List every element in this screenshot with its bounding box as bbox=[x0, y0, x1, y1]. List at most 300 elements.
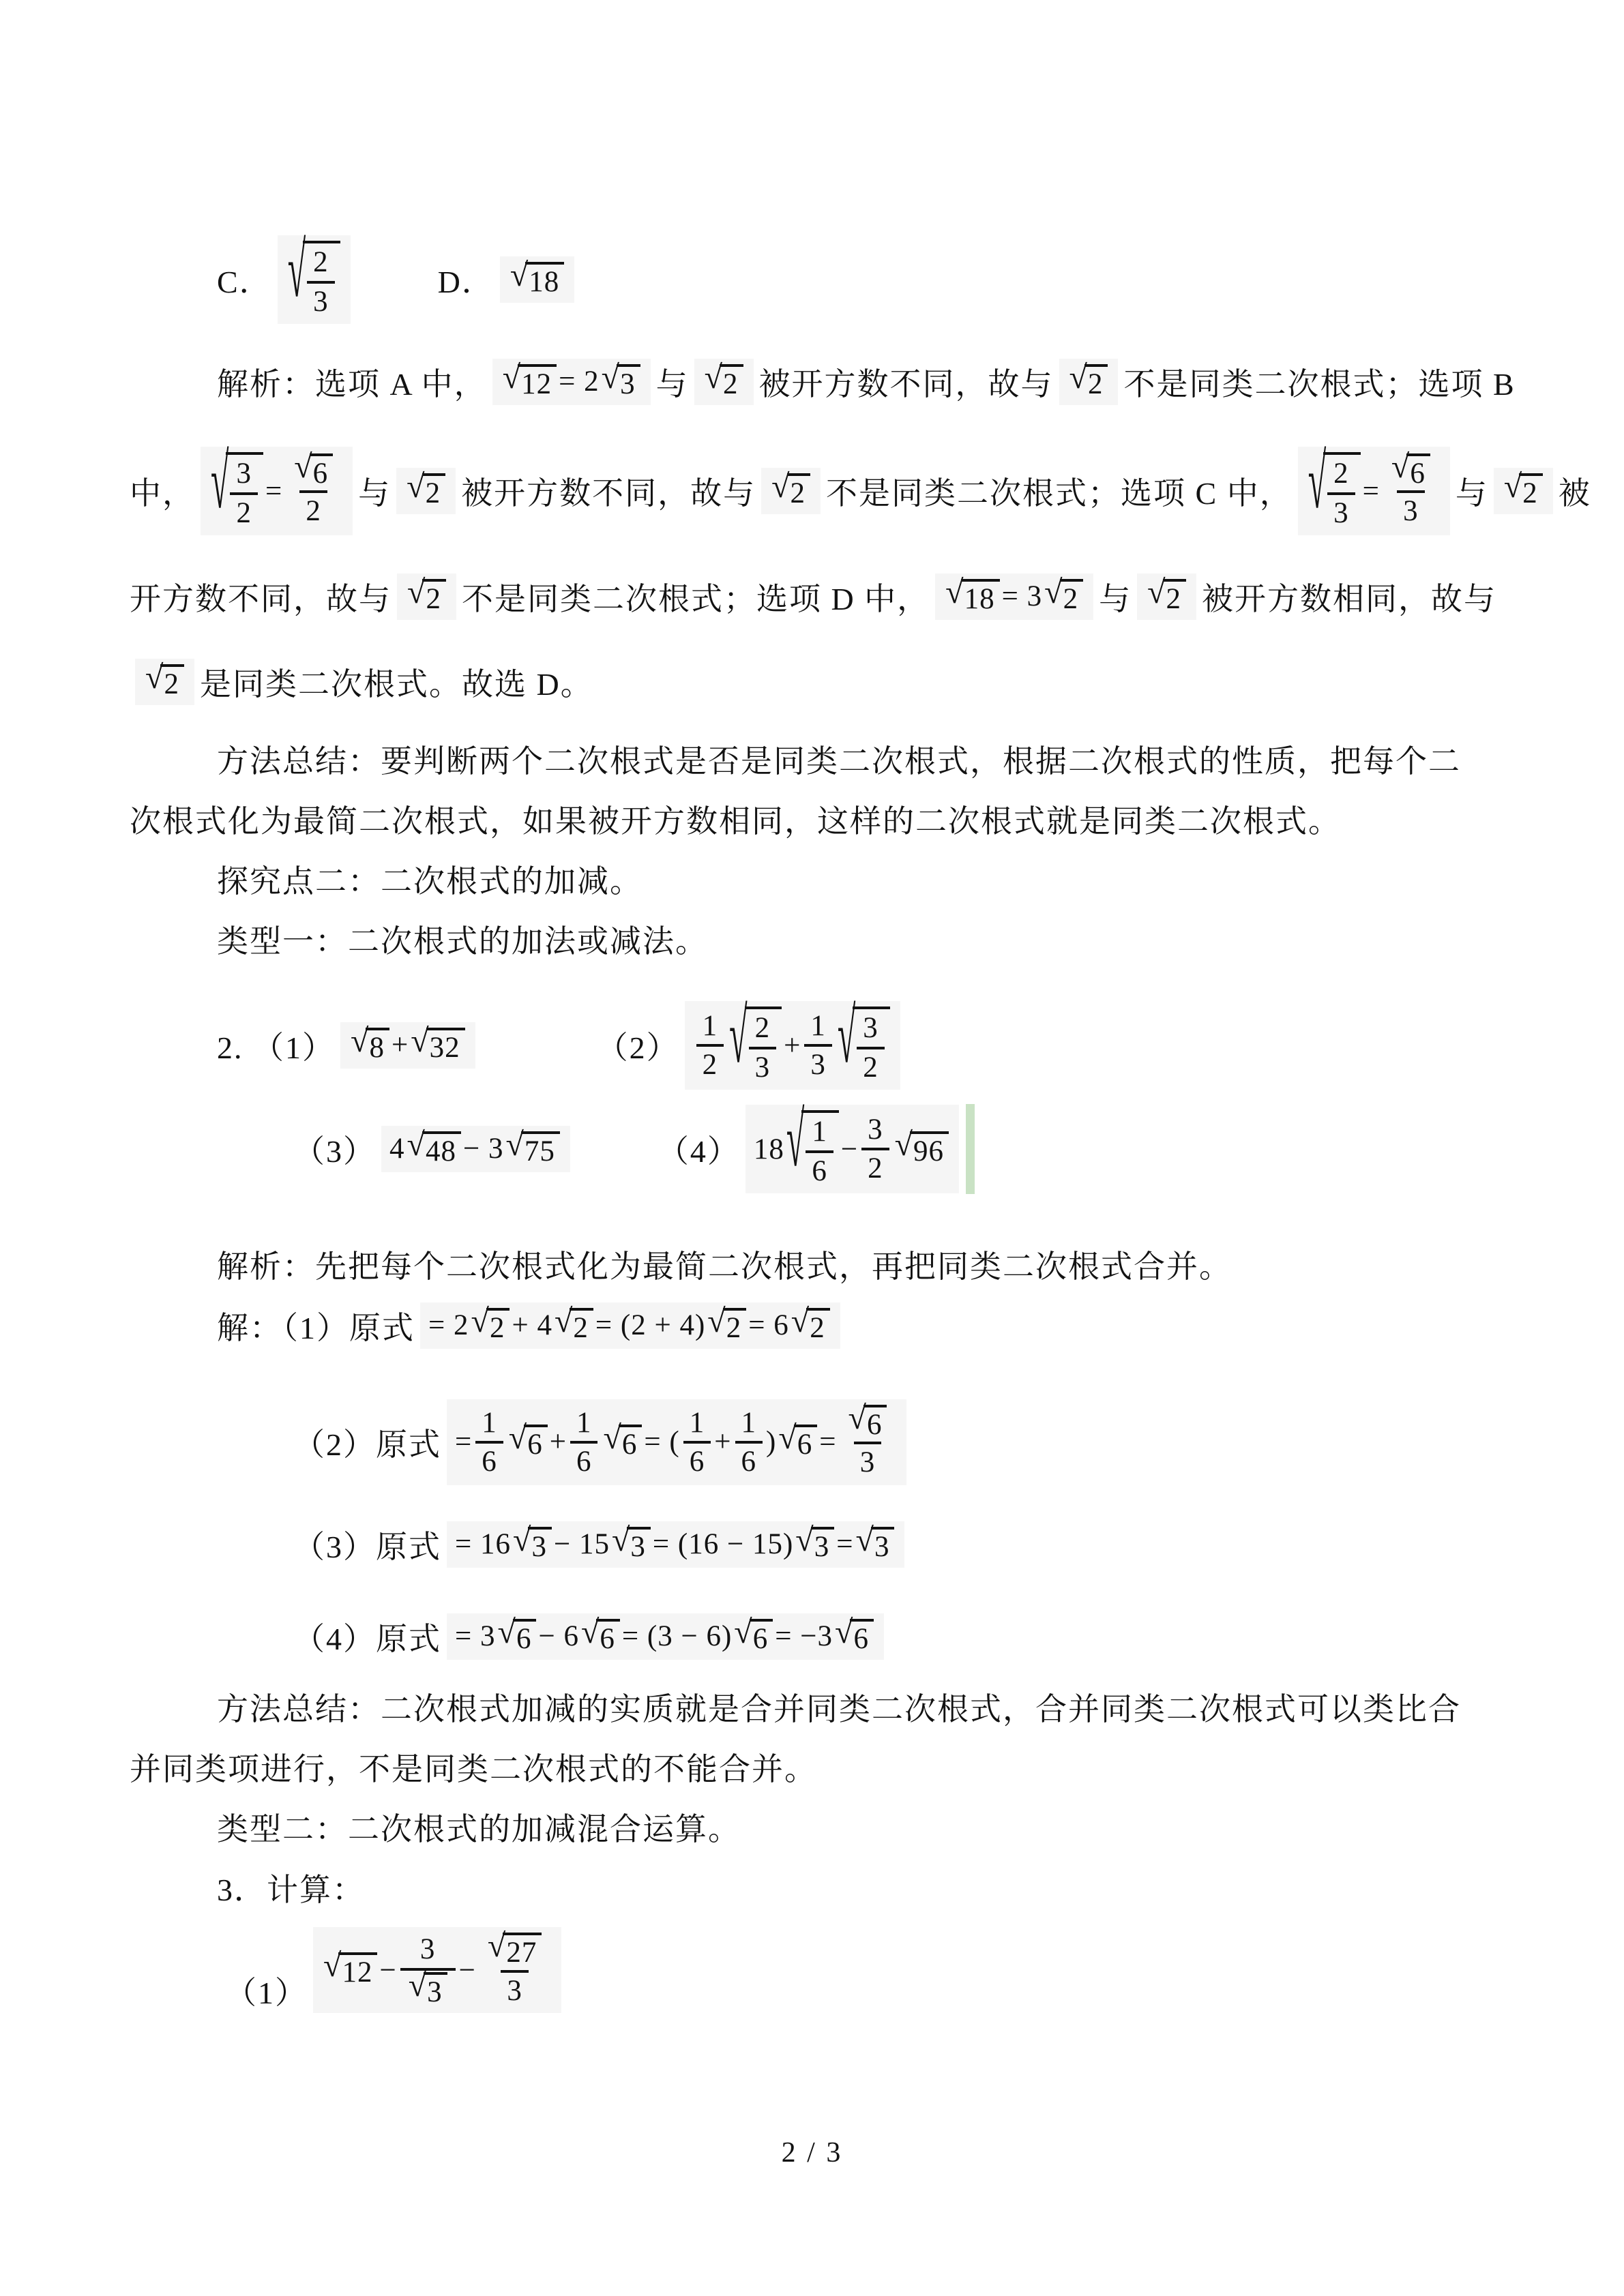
radical-sign: √ bbox=[287, 228, 307, 314]
radical-sign: √ bbox=[835, 1613, 854, 1650]
sqrt-fraction-expression bbox=[837, 994, 890, 1084]
radical-sign: √ bbox=[407, 1126, 426, 1163]
radicand bbox=[1163, 579, 1187, 614]
formula bbox=[396, 468, 456, 514]
fraction-numerator bbox=[840, 1400, 896, 1442]
radical-sign: √ bbox=[510, 256, 529, 293]
sqrt-expression bbox=[771, 468, 810, 509]
text-run: （1） bbox=[225, 1976, 308, 2010]
radical-sign: √ bbox=[487, 1928, 507, 1965]
radical-sign: √ bbox=[505, 1126, 525, 1163]
fraction-numerator bbox=[286, 449, 341, 490]
text-run: = (16 − 15) bbox=[652, 1528, 794, 1561]
radicand bbox=[787, 473, 811, 509]
fraction bbox=[857, 1011, 885, 1084]
radical-sign: √ bbox=[508, 1419, 528, 1456]
sqrt-expression bbox=[835, 1613, 874, 1655]
radicand bbox=[525, 262, 564, 297]
sqrt-expression bbox=[471, 1302, 510, 1344]
radical-sign: √ bbox=[351, 1022, 370, 1059]
formula bbox=[935, 573, 1093, 620]
radicand-text: 6 bbox=[1410, 458, 1426, 490]
text-run: = 6 bbox=[748, 1309, 789, 1342]
radicand bbox=[528, 1527, 552, 1562]
radicand-text: 75 bbox=[524, 1135, 555, 1167]
radical-sign: √ bbox=[786, 1098, 806, 1184]
fraction-denominator: 2 bbox=[696, 1044, 724, 1082]
radical-sign: √ bbox=[513, 1521, 532, 1558]
document-line bbox=[293, 1601, 889, 1672]
sqrt-expression bbox=[848, 1400, 887, 1442]
text-run: 解：（1）原式 bbox=[217, 1311, 415, 1345]
document-line bbox=[293, 1388, 912, 1497]
text-run: ) bbox=[766, 1426, 777, 1459]
fraction bbox=[1327, 457, 1355, 530]
sqrt-expression bbox=[1391, 449, 1430, 490]
text-run: 解析：先把每个二次根式化为最简二次根式，再把同类二次根式合并。 bbox=[217, 1249, 1232, 1284]
sqrt-expression bbox=[734, 1613, 773, 1655]
radical-sign: √ bbox=[778, 1419, 797, 1456]
radical-sign: √ bbox=[795, 1521, 814, 1558]
radicand-text: 2 bbox=[723, 368, 739, 400]
text-run: D． bbox=[437, 265, 494, 299]
text-run: = 2 bbox=[559, 366, 600, 398]
sqrt-fraction-expression bbox=[211, 440, 263, 530]
document-line bbox=[293, 1508, 910, 1581]
fraction-denominator bbox=[400, 1968, 456, 2008]
radical-sign: √ bbox=[707, 1302, 726, 1339]
spacer bbox=[576, 1146, 658, 1152]
radicand-text: 6 bbox=[797, 1428, 813, 1461]
text-run: = bbox=[819, 1426, 837, 1459]
radicand-text: 32 bbox=[429, 1031, 460, 1064]
document-line bbox=[225, 1918, 567, 2013]
radicand-text: 6 bbox=[621, 1428, 638, 1461]
radical-sign: √ bbox=[734, 1613, 753, 1650]
radicand bbox=[524, 1425, 548, 1460]
formula bbox=[761, 468, 821, 514]
document-line bbox=[217, 1686, 1461, 1728]
text-run: 不是同类二次根式；选项 C 中， bbox=[826, 476, 1293, 511]
radicand bbox=[570, 1308, 593, 1343]
radical-sign: √ bbox=[1391, 449, 1411, 486]
radical-sign: √ bbox=[1044, 573, 1063, 610]
text-run: = bbox=[836, 1528, 854, 1561]
document-line bbox=[130, 436, 1591, 546]
sqrt-expression bbox=[407, 573, 446, 615]
radicand-text: 2 bbox=[1522, 477, 1538, 509]
sqrt-expression bbox=[707, 1302, 746, 1344]
text-run: （4） bbox=[657, 1134, 740, 1169]
document-line bbox=[130, 559, 1496, 634]
text-run: = (3 − 6) bbox=[621, 1620, 733, 1653]
sqrt-expression bbox=[601, 359, 640, 400]
sqrt-fraction-expression bbox=[786, 1098, 839, 1188]
fraction bbox=[749, 1011, 777, 1084]
text-run: = 3 bbox=[1001, 580, 1043, 613]
fraction-denominator: 3 bbox=[1327, 492, 1355, 530]
text-run: = bbox=[265, 475, 283, 507]
sqrt-expression bbox=[407, 1126, 461, 1167]
sqrt-expression bbox=[497, 1613, 537, 1655]
sqrt-expression bbox=[487, 1928, 542, 1969]
radical-sign: √ bbox=[497, 1613, 516, 1650]
sqrt-expression bbox=[510, 256, 564, 298]
radical-sign: √ bbox=[945, 573, 964, 610]
fraction-numerator: 3 bbox=[868, 1113, 883, 1146]
fraction bbox=[683, 1406, 711, 1479]
document-line bbox=[217, 1806, 741, 1848]
radical-sign: √ bbox=[771, 468, 791, 505]
radicand-text: 18 bbox=[964, 582, 995, 615]
formula bbox=[313, 1927, 561, 2013]
fraction-numerator: 2 bbox=[313, 246, 329, 279]
radicand-text: 3 bbox=[630, 1530, 646, 1563]
text-run: + bbox=[391, 1029, 409, 1062]
document-line bbox=[217, 344, 1516, 419]
sqrt-fraction-expression bbox=[729, 994, 782, 1084]
document-line bbox=[130, 798, 1341, 840]
fraction-numerator bbox=[1383, 449, 1438, 490]
radicand-text: 6 bbox=[752, 1622, 769, 1655]
formula bbox=[420, 1302, 840, 1349]
formula bbox=[201, 440, 353, 535]
page-number-footer bbox=[0, 2136, 1624, 2169]
radical-sign: √ bbox=[145, 659, 164, 696]
text-run: 2. （1） bbox=[217, 1030, 335, 1065]
radicand bbox=[226, 452, 263, 530]
fraction bbox=[861, 1113, 889, 1186]
fraction bbox=[307, 245, 335, 318]
radicand bbox=[745, 1007, 782, 1084]
fraction-denominator: 2 bbox=[861, 1148, 889, 1185]
text-run: + bbox=[714, 1426, 732, 1459]
document-line bbox=[217, 858, 643, 900]
text-cursor bbox=[966, 1104, 975, 1194]
radicand bbox=[366, 1028, 389, 1063]
text-run: 是同类二次根式。故选 D。 bbox=[199, 667, 593, 702]
sqrt-fraction-expression bbox=[1308, 440, 1361, 530]
radical-sign: √ bbox=[1503, 468, 1523, 505]
text-run: = −3 bbox=[775, 1620, 833, 1653]
radical-sign: √ bbox=[848, 1400, 867, 1437]
fraction-denominator: 3 bbox=[854, 1442, 882, 1479]
text-run: = bbox=[1362, 475, 1380, 507]
text-run: 与 bbox=[358, 476, 392, 511]
fraction-denominator: 3 bbox=[1397, 490, 1425, 528]
radical-sign: √ bbox=[323, 1948, 342, 1984]
fraction-numerator: 1 bbox=[702, 1009, 718, 1042]
radicand-text: 48 bbox=[425, 1135, 456, 1167]
document-line bbox=[217, 1243, 1232, 1285]
radical-sign: √ bbox=[408, 1967, 428, 2003]
formula bbox=[694, 359, 754, 405]
formula bbox=[500, 256, 574, 303]
fraction bbox=[475, 1406, 503, 1479]
formula bbox=[1298, 440, 1450, 535]
sqrt-expression bbox=[323, 1948, 377, 1989]
radical-sign: √ bbox=[211, 440, 230, 526]
radical-sign: √ bbox=[729, 994, 748, 1080]
fraction-denominator: 6 bbox=[570, 1441, 598, 1478]
radicand bbox=[801, 1110, 839, 1188]
text-run: − 3 bbox=[462, 1133, 504, 1165]
radicand bbox=[426, 1028, 465, 1063]
formula bbox=[447, 1399, 906, 1485]
radicand-text: 27 bbox=[506, 1937, 537, 1969]
radicand bbox=[518, 364, 557, 400]
radicand bbox=[1406, 453, 1430, 489]
sqrt-expression bbox=[1147, 573, 1186, 615]
radical-sign: √ bbox=[611, 1521, 631, 1558]
text-run: （2）原式 bbox=[293, 1427, 441, 1462]
radical-sign: √ bbox=[554, 1302, 574, 1339]
fraction-numerator: 1 bbox=[576, 1406, 592, 1439]
text-run: − 6 bbox=[538, 1620, 579, 1653]
sqrt-expression bbox=[1044, 573, 1083, 615]
sqrt-expression bbox=[408, 1967, 447, 2008]
radicand bbox=[338, 1952, 377, 1988]
text-run: 解析：选项 A 中， bbox=[217, 367, 487, 402]
fraction-numerator: 1 bbox=[689, 1406, 705, 1439]
fraction-numerator: 1 bbox=[810, 1009, 826, 1042]
text-run: + bbox=[549, 1426, 567, 1459]
text-run: 4 bbox=[389, 1133, 405, 1165]
fraction-denominator: 6 bbox=[735, 1441, 763, 1478]
document-line bbox=[293, 1098, 975, 1197]
radicand bbox=[617, 364, 640, 400]
fraction-denominator: 2 bbox=[857, 1047, 885, 1084]
radicand bbox=[1519, 473, 1543, 509]
text-run: 被开方数不同，故与 bbox=[461, 476, 756, 511]
radical-sign: √ bbox=[1069, 359, 1088, 396]
radicand-text: 3 bbox=[427, 1976, 443, 2008]
radicand bbox=[853, 1007, 890, 1084]
text-run: = ( bbox=[644, 1426, 680, 1459]
document-line bbox=[130, 644, 593, 719]
text-run: C． bbox=[217, 265, 272, 299]
fraction-numerator: 3 bbox=[863, 1012, 879, 1045]
sqrt-expression bbox=[502, 359, 557, 400]
radicand-text: 2 bbox=[425, 477, 441, 509]
sqrt-expression bbox=[791, 1302, 830, 1344]
radicand-text: 3 bbox=[531, 1530, 547, 1563]
fraction-numerator bbox=[479, 1928, 550, 1969]
radicand bbox=[160, 664, 184, 700]
fraction bbox=[230, 457, 258, 530]
fraction bbox=[479, 1928, 550, 2008]
radicand-text: 2 bbox=[1063, 582, 1079, 615]
radical-sign: √ bbox=[603, 1419, 622, 1456]
fraction-denominator: 3 bbox=[804, 1044, 832, 1082]
radical-sign: √ bbox=[502, 359, 522, 396]
radicand-text: 2 bbox=[1166, 582, 1181, 615]
radicand-text: 2 bbox=[426, 582, 441, 615]
document-line bbox=[217, 1866, 365, 1909]
radical-sign: √ bbox=[407, 468, 426, 505]
formula bbox=[135, 659, 194, 705]
radicand bbox=[863, 1405, 887, 1440]
fraction bbox=[840, 1400, 896, 1480]
radicand-text: 2 bbox=[790, 477, 806, 509]
radicand-text: 18 bbox=[529, 265, 560, 298]
radicand-text: 6 bbox=[853, 1622, 869, 1655]
sqrt-expression bbox=[945, 573, 999, 615]
radicand bbox=[723, 1308, 747, 1343]
radical-sign: √ bbox=[471, 1302, 490, 1339]
fraction bbox=[286, 449, 341, 528]
radicand-text: 12 bbox=[521, 368, 552, 400]
text-run: 被开方数相同，故与 bbox=[1202, 582, 1496, 616]
radical-sign: √ bbox=[1147, 573, 1166, 610]
radical-sign: √ bbox=[855, 1521, 874, 1558]
radicand bbox=[910, 1131, 949, 1167]
radicand-text: 2 bbox=[810, 1311, 825, 1344]
text-run: − 15 bbox=[553, 1528, 610, 1561]
formula bbox=[1059, 359, 1119, 405]
fraction-denominator: 3 bbox=[307, 281, 335, 318]
fraction-denominator: 2 bbox=[230, 492, 258, 530]
document-line bbox=[217, 974, 906, 1117]
fraction-denominator: 2 bbox=[299, 490, 327, 528]
text-run: 类型一：二次根式的加法或减法。 bbox=[217, 924, 708, 959]
radical-sign: √ bbox=[294, 449, 313, 486]
sqrt-expression bbox=[407, 468, 445, 509]
formula bbox=[447, 1613, 884, 1660]
radicand bbox=[850, 1619, 874, 1654]
radicand-text: 2 bbox=[1087, 368, 1104, 400]
text-run: 不是同类二次根式；选项 D 中， bbox=[461, 582, 930, 616]
text-run: = 16 bbox=[455, 1528, 512, 1561]
sqrt-expression bbox=[513, 1521, 552, 1563]
fraction-numerator: 1 bbox=[741, 1406, 756, 1439]
radical-sign: √ bbox=[894, 1126, 914, 1163]
fraction bbox=[804, 1009, 832, 1082]
text-run: 类型二：二次根式的加减混合运算。 bbox=[217, 1812, 741, 1847]
radicand-text: 2 bbox=[489, 1311, 505, 1344]
radicand-text: 6 bbox=[516, 1622, 532, 1655]
fraction bbox=[1383, 449, 1438, 528]
radicand bbox=[1323, 452, 1361, 530]
formula bbox=[492, 359, 651, 405]
formula bbox=[685, 994, 900, 1090]
sqrt-expression bbox=[294, 449, 333, 490]
spacer bbox=[356, 276, 438, 283]
radicand bbox=[961, 579, 1000, 614]
text-run: 3．计算： bbox=[217, 1873, 365, 1907]
radicand bbox=[811, 1527, 835, 1562]
sqrt-fraction-expression bbox=[287, 228, 340, 318]
document-line bbox=[217, 215, 580, 344]
sqrt-expression bbox=[411, 1022, 464, 1064]
radicand bbox=[794, 1425, 818, 1460]
radicand-text: 2 bbox=[573, 1311, 589, 1344]
text-run: 方法总结：二次根式加减的实质就是合并同类二次根式，合并同类二次根式可以类比合 bbox=[217, 1692, 1461, 1727]
text-run: = bbox=[455, 1426, 473, 1459]
fraction-denominator: 6 bbox=[806, 1150, 833, 1188]
sqrt-expression bbox=[351, 1022, 389, 1064]
fraction-numerator: 2 bbox=[1333, 458, 1349, 490]
sqrt-expression bbox=[1069, 359, 1108, 400]
radicand bbox=[871, 1527, 895, 1562]
sqrt-expression bbox=[894, 1126, 949, 1167]
fraction-numerator: 3 bbox=[236, 458, 252, 490]
radicand bbox=[750, 1619, 773, 1654]
text-run: = 2 bbox=[428, 1309, 469, 1342]
formula bbox=[1137, 573, 1196, 620]
text-run: 探究点二：二次根式的加减。 bbox=[217, 864, 643, 899]
document-line bbox=[217, 738, 1461, 780]
text-run: （2） bbox=[596, 1030, 679, 1065]
radicand bbox=[310, 453, 334, 489]
formula bbox=[340, 1022, 475, 1069]
text-run: 不是同类二次根式；选项 B bbox=[1123, 367, 1516, 402]
text-run: 方法总结：要判断两个二次根式是否是同类二次根式，根据二次根式的性质，把每个二 bbox=[217, 744, 1461, 779]
radicand-text: 96 bbox=[913, 1135, 945, 1167]
radicand bbox=[1060, 579, 1084, 614]
radicand bbox=[1084, 364, 1108, 400]
sqrt-expression bbox=[855, 1521, 895, 1563]
formula bbox=[447, 1521, 904, 1568]
formula bbox=[397, 573, 456, 620]
formula bbox=[278, 228, 351, 324]
text-run: = (2 + 4) bbox=[595, 1309, 706, 1342]
sqrt-expression bbox=[554, 1302, 593, 1344]
radical-sign: √ bbox=[791, 1302, 810, 1339]
radicand-text: 3 bbox=[814, 1530, 830, 1563]
fraction bbox=[696, 1009, 724, 1082]
radicand bbox=[627, 1527, 651, 1562]
radicand bbox=[521, 1131, 560, 1167]
spacer bbox=[481, 1042, 597, 1049]
fraction-denominator: 6 bbox=[683, 1441, 711, 1478]
text-run: 与 bbox=[1455, 476, 1488, 511]
radicand bbox=[720, 364, 743, 400]
text-run: （4）原式 bbox=[293, 1622, 441, 1656]
radicand bbox=[503, 1933, 542, 1968]
radicand-text: 6 bbox=[600, 1622, 615, 1655]
fraction-denominator: 3 bbox=[749, 1047, 777, 1084]
fraction-denominator: 6 bbox=[475, 1441, 503, 1478]
page-number: 2 / 3 bbox=[781, 2137, 843, 2168]
formula bbox=[381, 1126, 570, 1172]
radical-sign: √ bbox=[837, 994, 857, 1080]
text-run: 次根式化为最简二次根式，如果被开方数相同，这样的二次根式就是同类二次根式。 bbox=[130, 804, 1341, 839]
text-run: − bbox=[379, 1954, 397, 1986]
radicand-text: 6 bbox=[866, 1409, 883, 1442]
radicand bbox=[303, 241, 340, 318]
text-run: − bbox=[840, 1133, 859, 1165]
text-run: = 3 bbox=[455, 1620, 496, 1653]
text-run: 与 bbox=[655, 367, 689, 402]
radicand-text: 12 bbox=[342, 1956, 373, 1989]
radicand bbox=[596, 1619, 620, 1654]
radicand-text: 3 bbox=[874, 1530, 890, 1563]
formula bbox=[1494, 468, 1553, 514]
text-run: + 4 bbox=[512, 1309, 552, 1342]
fraction-denominator: 3 bbox=[501, 1970, 529, 2008]
formula bbox=[745, 1098, 959, 1193]
radical-sign: √ bbox=[1308, 440, 1327, 526]
sqrt-expression bbox=[1503, 468, 1543, 509]
radicand-text: 3 bbox=[620, 368, 636, 400]
radicand bbox=[422, 579, 446, 614]
document-line bbox=[130, 1746, 817, 1788]
text-run: 18 bbox=[753, 1133, 784, 1165]
radical-sign: √ bbox=[580, 1613, 600, 1650]
fraction-numerator: 2 bbox=[754, 1012, 771, 1045]
radicand bbox=[806, 1308, 830, 1343]
